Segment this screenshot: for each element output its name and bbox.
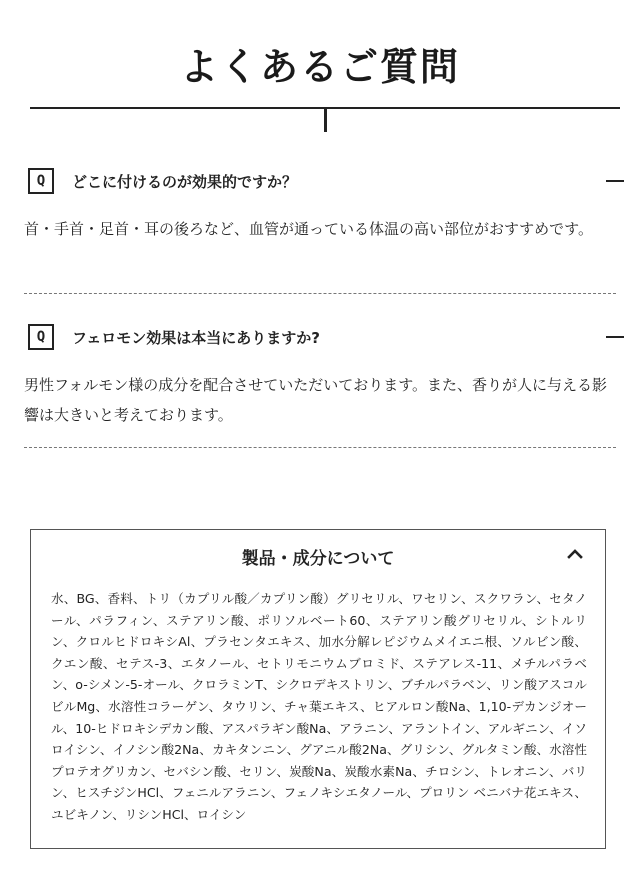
faq-divider <box>24 293 616 294</box>
minus-icon[interactable] <box>606 180 624 182</box>
faq-question: どこに付けるのが効果的ですか？ <box>72 173 298 191</box>
page-title: よくあるご質問 <box>179 45 460 89</box>
ingredients-list: 水、BG、香料、トリ（カプリル酸／カプリン酸）グリセリル、ワセリン、スクワラン、セタノール、パラフィン、ステアリン酸、ポリソルベート60、ステアリン酸グリセリル、シトルリン、クロルヒドロキシAl、プラセンタエキス、加水分解レピジウムメイエニ根、ソルビン酸、クエン酸、セテス-3、エタノール、セトリモニウムブロミド、ステアレス-11、メチルパラベン、o-シメン-5-オール、クロラミンT、シクロデキストリン、ブチルパラベン、リン酸アスコルビルMg、水溶性コラーゲン、タウリン、チャ葉エキス、ヒアルロン酸Na、1,10-デカンジオール、10-ヒドロキシデカン酸、アスパラギン酸Na、アラニン、アラントイン、アルギニン、イソロイシン、イノシン酸2Na、カキタンニン、グアニル酸2Na、グリシン、グルタミン酸、水溶性プロテオグリカン、セバシン酸、セリン、炭酸Na、炭酸水素Na、チロシン、トレオニン、バリン、ヒスチジンHCl、フェニルアラニン、フェノキシエタノール、プロリン ベニバナ花エキス、ユビキノン、リシンHCl、ロイシン <box>51 591 587 822</box>
faq-item <box>24 324 616 430</box>
product-ingredients-panel <box>30 529 606 849</box>
title-divider-tick <box>324 108 327 132</box>
faq-answer: 男性フォルモン様の成分を配合させていただいております。また、香りが人に与える影響は大きいと考えております。 <box>24 376 608 424</box>
faq-answer: 首・手首・足首・耳の後ろなど、血管が通っている体温の高い部位がおすすめです。 <box>24 220 593 238</box>
chevron-up-icon[interactable] <box>565 544 585 564</box>
minus-icon[interactable] <box>606 336 624 338</box>
faq-question-row[interactable] <box>24 324 616 356</box>
faq-question: フェロモン効果は本当にありますか? <box>72 329 320 347</box>
q-badge: Q <box>28 324 54 350</box>
faq-divider <box>24 447 616 448</box>
faq-item <box>24 168 616 244</box>
product-heading[interactable]: 製品・成分について <box>241 549 395 569</box>
faq-question-row[interactable] <box>24 168 616 200</box>
q-badge: Q <box>28 168 54 194</box>
